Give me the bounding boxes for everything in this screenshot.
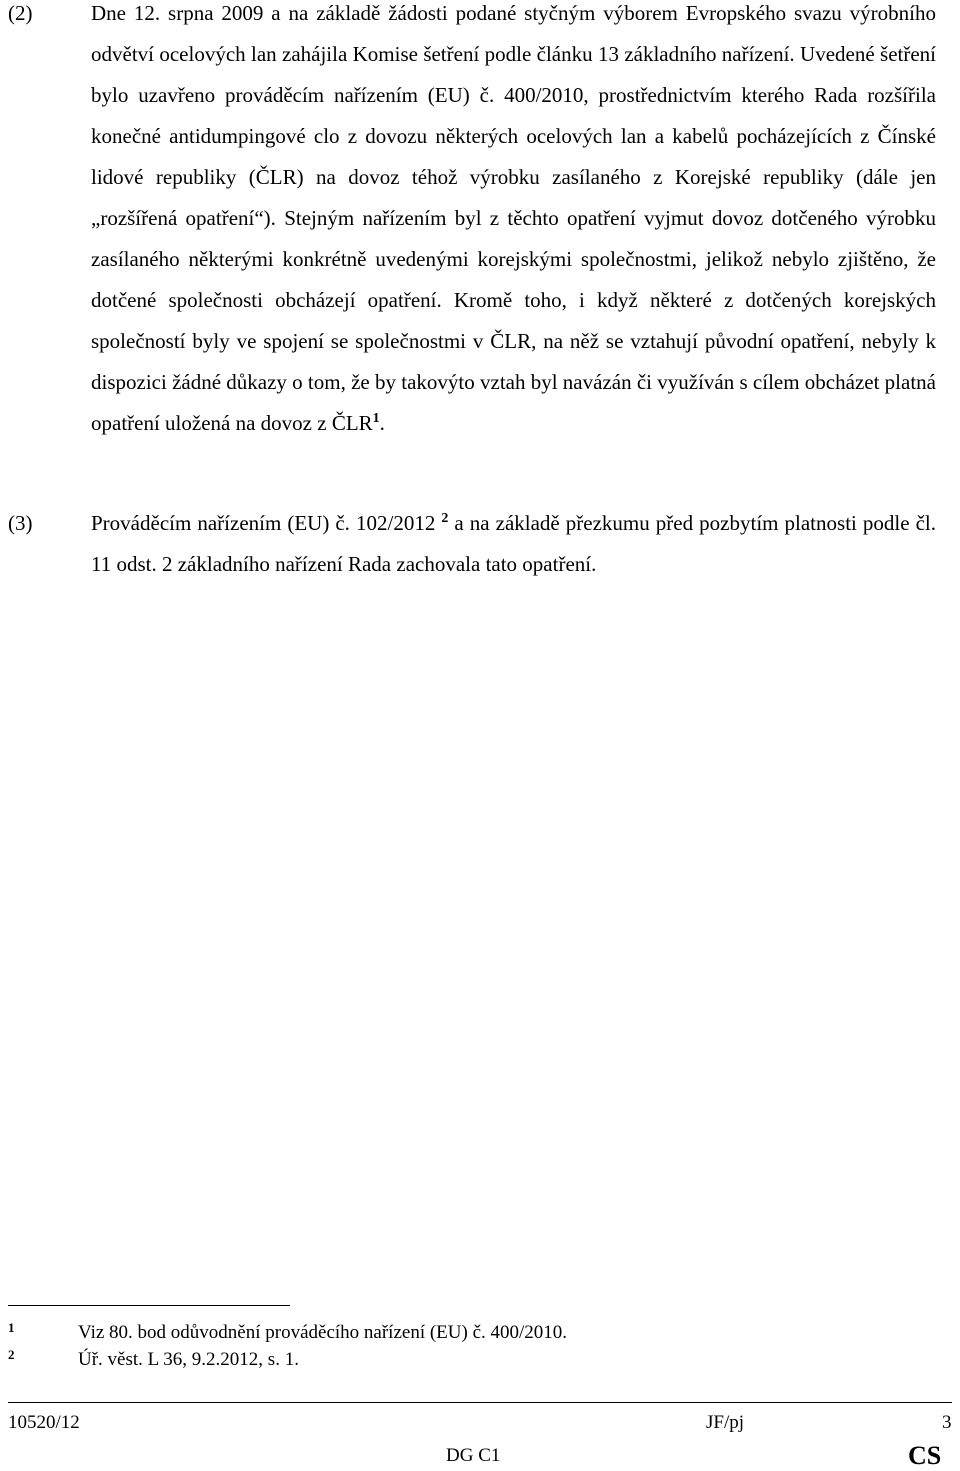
footer-page-number: 3 — [942, 1412, 952, 1433]
paragraph-end: . — [379, 411, 385, 435]
footer-document-number: 10520/12 — [8, 1412, 80, 1433]
footer-directorate: DG C1 — [446, 1445, 501, 1466]
footer-language-code: CS — [908, 1441, 942, 1470]
paragraph-text — [91, 0, 936, 444]
footnote-reference[interactable]: 1 — [372, 411, 380, 426]
footnote-text: Viz 80. bod odůvodnění prováděcího nařízení (EU) č. 400/2010. — [78, 1322, 568, 1343]
footnote-text: Úř. věst. L 36, 9.2.2012, s. 1. — [78, 1349, 299, 1370]
paragraph-text — [91, 503, 936, 585]
paragraph-number: (3) — [8, 511, 33, 535]
footnote-reference[interactable]: 2 — [441, 511, 449, 526]
footnote-mark: 1 — [8, 1320, 15, 1335]
paragraph-end: a na základě přezkumu před pozbytím platnosti podle čl. 11 odst. 2 základního nařízení Rada zachovala tato opatření. — [91, 511, 937, 576]
paragraph-number: (2) — [8, 1, 33, 25]
footnote-mark: 2 — [8, 1347, 15, 1362]
paragraph-body: Prováděcím nařízením (EU) č. 102/2012 — [91, 511, 436, 535]
footer-initials: JF/pj — [706, 1412, 745, 1433]
paragraph-body: Dne 12. srpna 2009 a na základě žádosti podané styčným výborem Evropského svazu výrobního odvětví ocelových lan zahájila Komise šetření podle článku 13 základního nařízení. Uvedené šetření bylo uzavřeno prováděcím nařízením (EU) č. 400/2010, prostřednictvím kterého Rada rozšířila konečné antidumpingové clo z dovozu některých ocelových lan a kabelů pocházejících z Čínské lidové republiky (ČLR) na dovoz téhož výrobku zasílaného z Korejské republiky (dále jen „rozšířená opatření“). Stejným nařízením byl z těchto opatření vyjmut dovoz dotčeného výrobku zasílaného některými konkrétně uvedenými korejskými společnostmi, jelikož nebylo zjištěno, že dotčené společnosti obcházejí opatření. Kromě toho, i když některé z dotčených korejských společností byly ve spojení se společnostmi v ČLR, na něž se vztahují původní opatření, nebyly k dispozici žádné důkazy o tom, že by takovýto vztah byl navázán či využíván s cílem obcházet platná opatření uložená na dovoz z ČLR — [91, 1, 936, 435]
footnote-separator — [8, 1305, 290, 1306]
footer-separator — [8, 1402, 952, 1403]
